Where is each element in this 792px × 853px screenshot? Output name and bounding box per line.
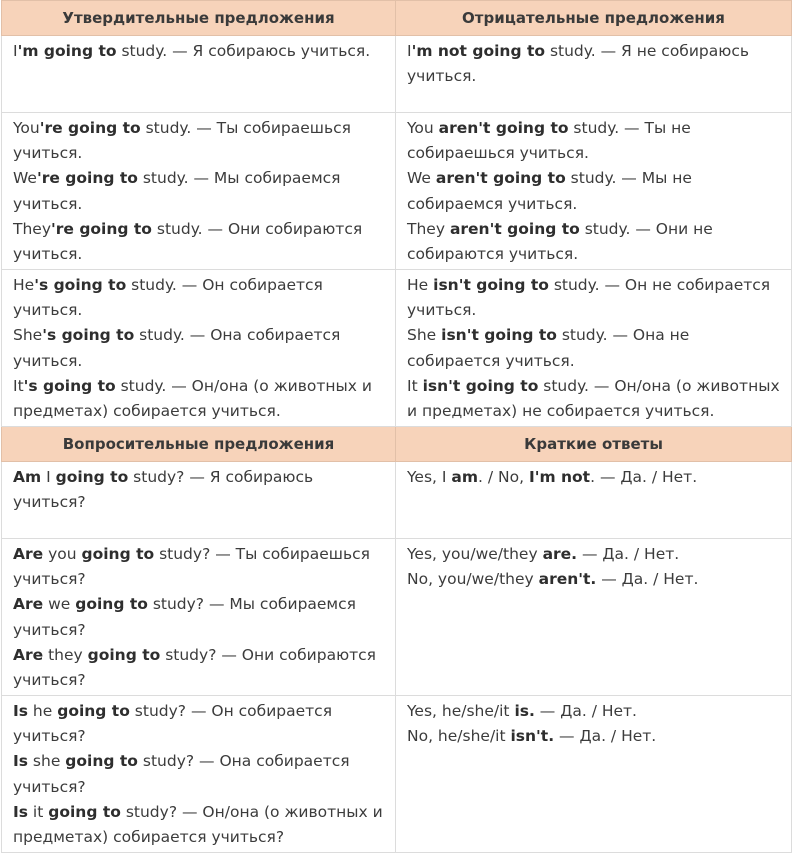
bold-fragment: Is [13, 752, 28, 771]
example-sentence [407, 166, 785, 216]
text-fragment: He [407, 276, 434, 294]
text-fragment: study. — Я не собираюсь учиться. [407, 42, 749, 86]
text-fragment: study? — Мы собираемся учиться? [13, 595, 356, 639]
header-interrogative: Вопросительные предложения [2, 427, 396, 462]
bold-fragment: 're going to [51, 219, 152, 238]
header-affirmative: Утвердительные предложения [2, 1, 396, 36]
text-fragment: . / No, [478, 468, 529, 486]
text-fragment: study? — Они собираются учиться? [13, 645, 377, 690]
text-fragment: study? — Я собираюсь учиться? [13, 468, 314, 512]
text-fragment: study? — Он собирается учиться? [13, 702, 333, 746]
text-fragment: I [41, 468, 56, 486]
text-fragment: You [407, 119, 439, 137]
bold-fragment: isn't going to [433, 276, 549, 294]
example-sentence [13, 374, 389, 424]
text-fragment: Yes, you/we/they [407, 545, 543, 563]
example-sentence [13, 592, 389, 642]
table-row [2, 270, 792, 427]
text-fragment: study. — Они не собираются учиться. [407, 219, 713, 264]
text-fragment: He [13, 276, 35, 294]
bold-fragment: going to [81, 545, 155, 563]
text-fragment: study. — Ты не собираешься учиться. [407, 119, 691, 163]
bold-fragment: isn't going to [422, 376, 539, 395]
text-fragment: study. — Они собираются учиться. [13, 219, 363, 264]
example-sentence [407, 323, 785, 373]
text-fragment: study. — Мы не собираемся учиться. [407, 169, 692, 213]
cell [396, 539, 792, 696]
text-fragment: study. — Мы собираемся учиться. [13, 169, 341, 213]
text-fragment: Yes, I [407, 468, 452, 486]
text-fragment: study. — Ты собираешься учиться. [13, 119, 351, 163]
text-fragment: — Да. / Нет. [534, 702, 637, 720]
bold-fragment: going to [55, 468, 129, 486]
bold-fragment: 's going to [34, 276, 127, 294]
bold-fragment: isn't. [510, 727, 555, 746]
example-sentence [13, 166, 389, 216]
cell [2, 113, 396, 270]
example-sentence [407, 465, 785, 490]
table-row [2, 36, 792, 113]
text-fragment: I [13, 42, 18, 60]
example-sentence [13, 542, 389, 592]
bold-fragment: 'm going to [17, 42, 117, 60]
text-fragment: No, you/we/they [407, 570, 539, 589]
text-fragment: study? — Она собирается учиться? [13, 752, 350, 796]
example-sentence [13, 323, 389, 373]
bold-fragment: aren't going to [435, 169, 566, 188]
text-fragment: study. — Она не собирается учиться. [407, 326, 690, 370]
text-fragment: — Да. / Нет. [577, 545, 680, 563]
text-fragment: It [13, 376, 24, 395]
bold-fragment: going to [65, 752, 138, 771]
text-fragment: study? — Ты собираешься учиться? [13, 545, 370, 589]
bold-fragment: Are [13, 595, 44, 614]
example-sentence [407, 542, 785, 567]
text-fragment: they [43, 645, 88, 664]
example-sentence [407, 699, 785, 724]
bold-fragment: Are [13, 545, 44, 563]
bold-fragment: is. [514, 702, 535, 720]
bold-fragment: aren't going to [438, 119, 569, 137]
text-fragment: study. — Я собираюсь учиться. [116, 42, 371, 60]
bold-fragment: Is [13, 702, 28, 720]
example-sentence [13, 749, 389, 799]
header-short-answers: Краткие ответы [396, 427, 792, 462]
bold-fragment: going to [48, 802, 121, 821]
cell [396, 270, 792, 427]
text-fragment: we [43, 595, 76, 614]
text-fragment: . — Да. / Нет. [590, 468, 698, 486]
bold-fragment: isn't going to [441, 326, 557, 345]
example-sentence [13, 465, 389, 515]
example-sentence [13, 39, 389, 64]
table-row [2, 113, 792, 270]
header-negative: Отрицательные предложения [396, 1, 792, 36]
bold-fragment: aren't going to [449, 219, 580, 238]
bold-fragment: Is [13, 802, 28, 821]
example-sentence [407, 724, 785, 749]
text-fragment: She [407, 326, 442, 345]
bold-fragment: going to [57, 702, 130, 720]
bold-fragment: Are [13, 645, 44, 664]
cell [2, 696, 396, 853]
cell [2, 270, 396, 427]
cell [396, 113, 792, 270]
bold-fragment: 'm not going to [411, 42, 546, 60]
text-fragment: They [13, 219, 52, 238]
cell [2, 539, 396, 696]
text-fragment: study. — Он/она (о животных и предметах) не собирается учиться. [407, 376, 780, 421]
grammar-table [1, 0, 792, 853]
bold-fragment: I'm not [528, 468, 591, 486]
text-fragment: study. — Она собирается учиться. [13, 326, 341, 370]
example-sentence [13, 699, 389, 749]
text-fragment: — Да. / Нет. [554, 727, 657, 746]
bold-fragment: aren't. [538, 570, 597, 589]
example-sentence [407, 567, 785, 592]
text-fragment: She [13, 326, 43, 345]
bold-fragment: 're going to [39, 119, 141, 137]
text-fragment: study. — Он/она (о животных и предметах) собирается учиться. [13, 376, 372, 421]
text-fragment: They [407, 219, 450, 238]
example-sentence [13, 217, 389, 267]
bold-fragment: going to [75, 595, 148, 614]
text-fragment: We [407, 169, 436, 188]
text-fragment: it [28, 802, 49, 821]
example-sentence [13, 643, 389, 693]
text-fragment: study. — Он собирается учиться. [13, 276, 323, 320]
example-sentence [407, 217, 785, 267]
text-fragment: You [13, 119, 40, 137]
bold-fragment: am [451, 468, 478, 486]
text-fragment: No, he/she/it [407, 727, 511, 746]
text-fragment: study? — Он/она (о животных и предметах) собирается учиться? [13, 802, 383, 847]
example-sentence [13, 116, 389, 166]
cell [2, 36, 396, 113]
example-sentence [13, 800, 389, 850]
example-sentence [407, 39, 785, 89]
grammar-table-body [2, 1, 792, 853]
text-fragment: It [407, 376, 423, 395]
text-fragment: — Да. / Нет. [596, 570, 699, 589]
text-fragment: she [28, 752, 66, 771]
bold-fragment: are. [542, 545, 578, 563]
example-sentence [407, 374, 785, 424]
header-row-affirmative-negative [2, 1, 792, 36]
bold-fragment: 's going to [42, 326, 135, 345]
table-row [2, 462, 792, 539]
table-row [2, 539, 792, 696]
cell [396, 36, 792, 113]
text-fragment: study. — Он не собирается учиться. [407, 276, 771, 320]
bold-fragment: Am [13, 468, 42, 486]
table-row [2, 696, 792, 853]
text-fragment: he [28, 702, 58, 720]
header-row-interrogative-short [2, 427, 792, 462]
bold-fragment: 're going to [36, 169, 138, 188]
cell [396, 696, 792, 853]
cell [396, 462, 792, 539]
text-fragment: I [407, 42, 412, 60]
bold-fragment: 's going to [23, 376, 116, 395]
example-sentence [407, 116, 785, 166]
text-fragment: We [13, 169, 37, 188]
cell [2, 462, 396, 539]
example-sentence [407, 273, 785, 323]
bold-fragment: going to [87, 645, 161, 664]
text-fragment: Yes, he/she/it [407, 702, 515, 720]
example-sentence [13, 273, 389, 323]
text-fragment: you [43, 545, 82, 563]
